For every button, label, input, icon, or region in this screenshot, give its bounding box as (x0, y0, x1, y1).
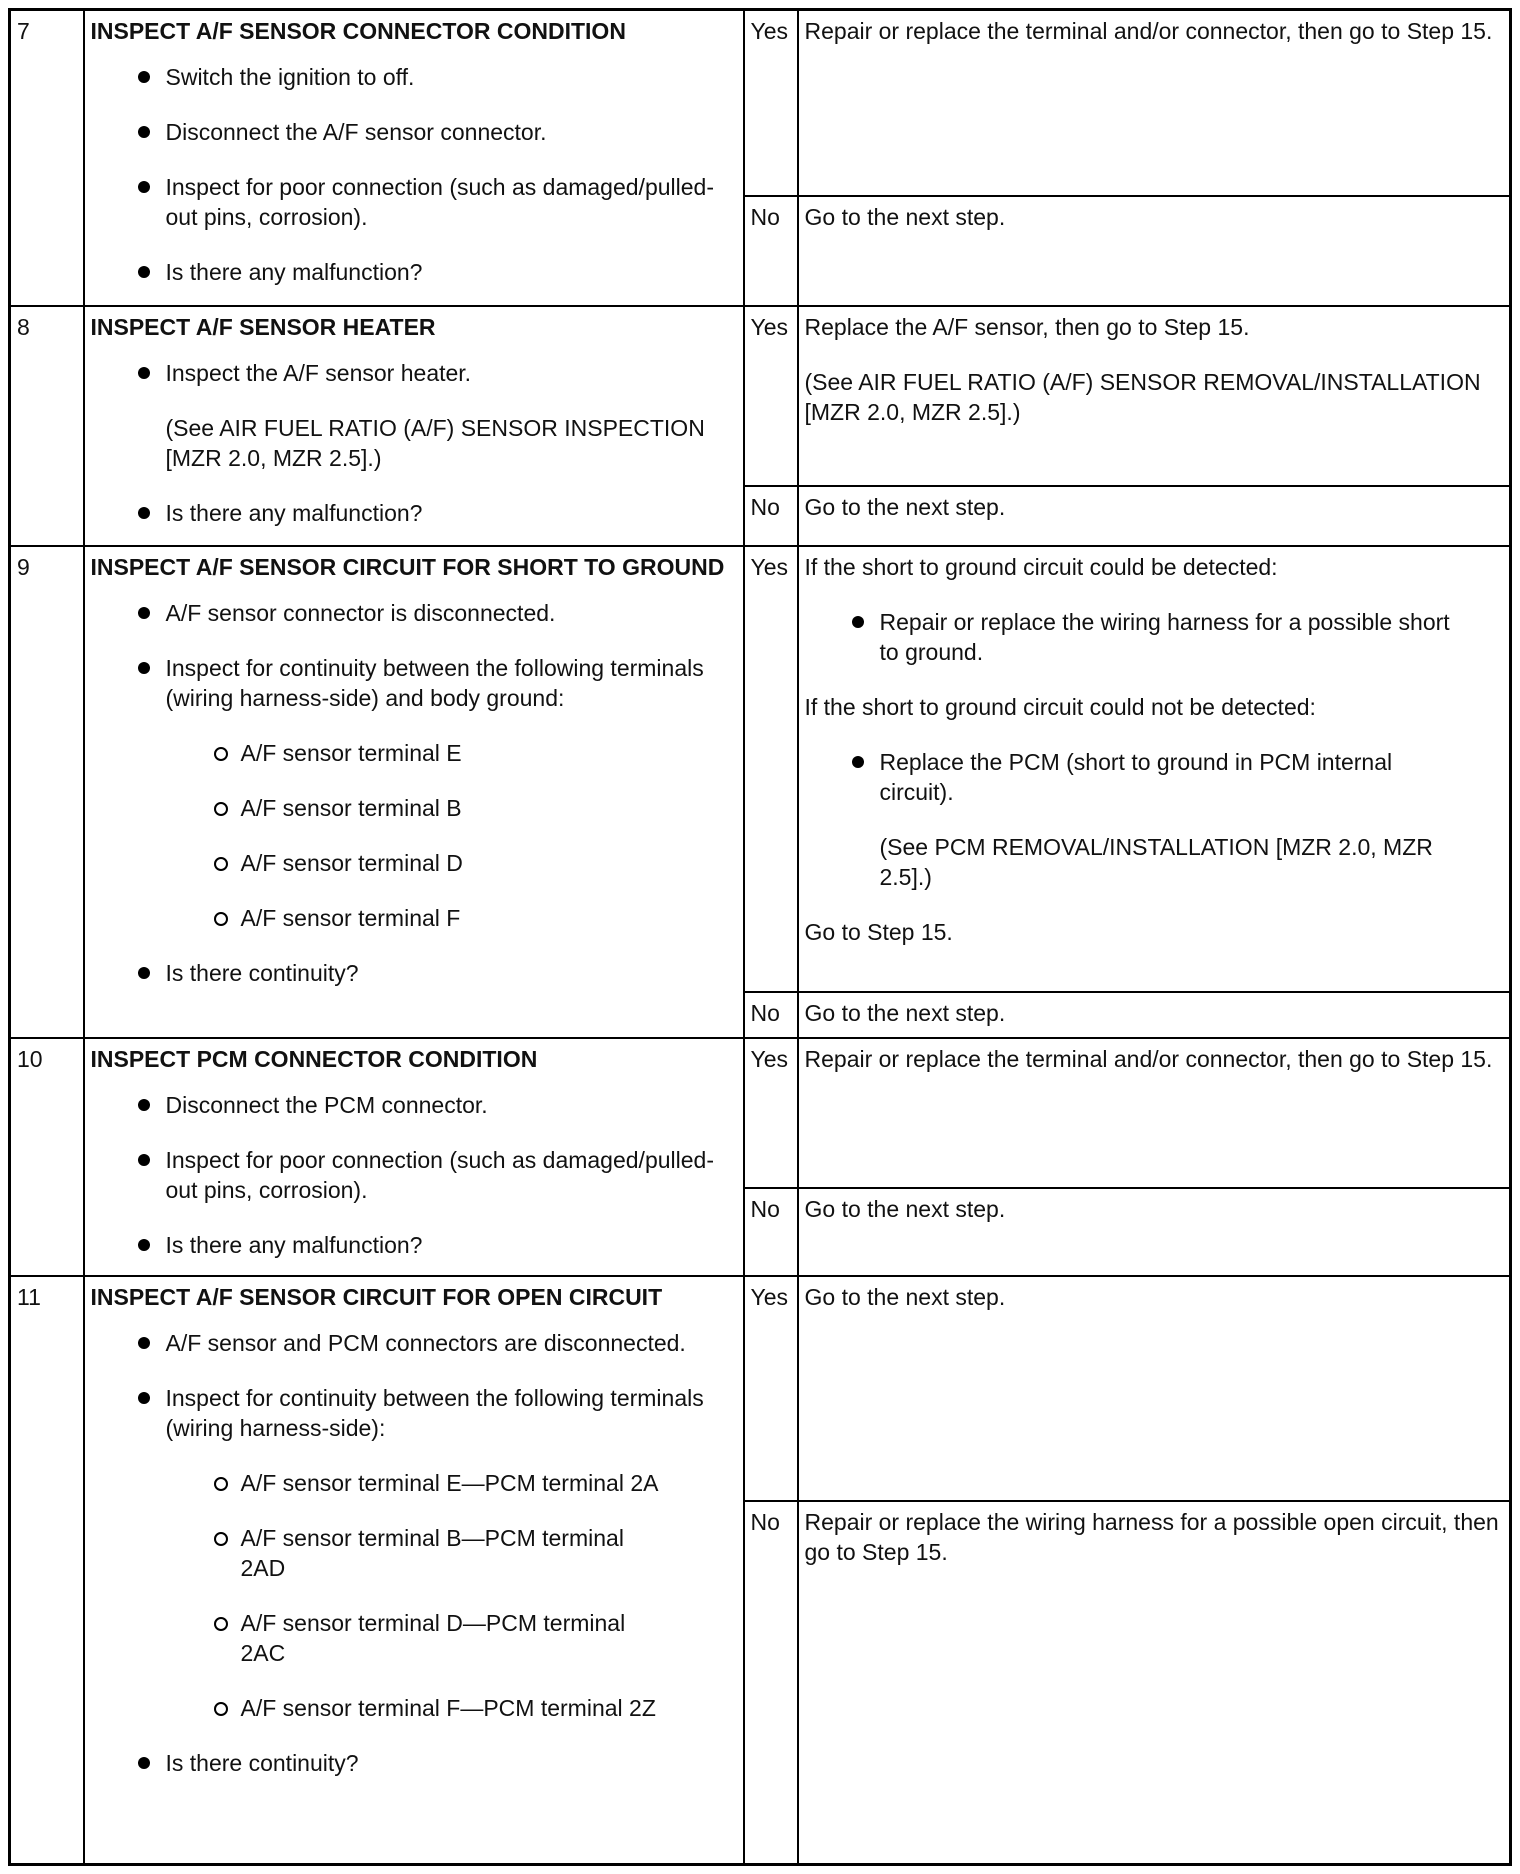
step-title: INSPECT A/F SENSOR CIRCUIT FOR SHORT TO GROUND (90, 553, 725, 580)
action-bullet (805, 747, 1504, 892)
step-bullets (91, 1090, 737, 1260)
yes-action-cell (798, 306, 1511, 486)
condition-text: If the short to ground circuit could be detected: (804, 553, 1278, 580)
yes-action: Go to the next step. (798, 1276, 1511, 1501)
no-action: Go to the next step. (798, 196, 1511, 306)
step-number: 8 (10, 306, 84, 546)
terminal-item: A/F sensor terminal B—PCM terminal 2AD (166, 1523, 737, 1583)
bullet-item: Inspect for poor connection (such as damaged/pulled-out pins, corrosion). (91, 172, 737, 232)
step-8-description (84, 306, 744, 546)
reference-note: (See AIR FUEL RATIO (A/F) SENSOR INSPECTION [MZR 2.0, MZR 2.5].) (165, 414, 705, 471)
yes-label: Yes (744, 306, 798, 486)
reference-note: (See PCM REMOVAL/INSTALLATION [MZR 2.0, MZR 2.5].) (879, 833, 1433, 890)
bullet-item: Is there continuity? (91, 958, 737, 988)
bullet-text: Inspect for continuity between the following terminals (wiring harness-side): (165, 1384, 704, 1441)
bullet-item: Is there any malfunction? (91, 498, 737, 528)
terminal-item: A/F sensor terminal F—PCM terminal 2Z (166, 1693, 737, 1723)
step-number: 11 (10, 1276, 84, 1865)
step-title: INSPECT A/F SENSOR CONNECTOR CONDITION (90, 18, 626, 44)
no-action: Go to the next step. (798, 1188, 1511, 1276)
bullet-item: Disconnect the A/F sensor connector. (91, 117, 737, 147)
yes-label: Yes (744, 546, 798, 992)
bullet-item: Inspect for poor connection (such as damaged/pulled-out pins, corrosion). (91, 1145, 737, 1205)
bullet-text: Replace the PCM (short to ground in PCM internal circuit). (879, 748, 1393, 805)
step-bullets (91, 358, 737, 528)
step-11-yes-row (10, 1276, 1511, 1501)
action-bullet: Repair or replace the wiring harness for a possible short to ground. (805, 607, 1504, 667)
bullet-item: Switch the ignition to off. (91, 62, 737, 92)
bullet-item: Disconnect the PCM connector. (91, 1090, 737, 1120)
terminal-item: A/F sensor terminal E—PCM terminal 2A (166, 1468, 737, 1498)
document-page (8, 8, 1512, 1866)
step-number: 10 (10, 1038, 84, 1276)
no-action: Go to the next step. (798, 992, 1511, 1038)
bullet-item: A/F sensor connector is disconnected. (91, 598, 737, 628)
yes-action-cell (798, 546, 1511, 992)
no-action: Repair or replace the wiring harness for a possible open circuit, then go to Step 15. (798, 1501, 1511, 1865)
reference-note: (See AIR FUEL RATIO (A/F) SENSOR REMOVAL/INSTALLATION [MZR 2.0, MZR 2.5].) (804, 368, 1481, 425)
terminal-item: A/F sensor terminal E (166, 738, 737, 768)
yes-action: Replace the A/F sensor, then go to Step 15. (804, 313, 1250, 340)
bullet-item: Is there any malfunction? (91, 257, 737, 287)
step-8-yes-row (10, 306, 1511, 486)
step-11-description (84, 1276, 744, 1865)
terminal-item: A/F sensor terminal D (166, 848, 737, 878)
step-bullets (91, 62, 737, 287)
step-title: INSPECT A/F SENSOR HEATER (90, 313, 436, 340)
condition-text: If the short to ground circuit could not be detected: (804, 693, 1316, 720)
step-7-description (84, 10, 744, 306)
step-bullets (91, 598, 737, 988)
step-10-yes-row (10, 1038, 1511, 1188)
bullet-item (91, 1383, 737, 1723)
no-label: No (744, 1188, 798, 1276)
bullet-item: Is there any malfunction? (91, 1230, 737, 1260)
bullet-item (91, 653, 737, 933)
step-title: INSPECT PCM CONNECTOR CONDITION (90, 1045, 538, 1072)
terminal-item: A/F sensor terminal D—PCM terminal 2AC (166, 1608, 737, 1668)
yes-action: Repair or replace the terminal and/or connector, then go to Step 15. (798, 10, 1511, 196)
step-number: 9 (10, 546, 84, 1038)
terminal-item: A/F sensor terminal B (166, 793, 737, 823)
terminal-list (166, 738, 737, 933)
step-9-yes-row (10, 546, 1511, 992)
bullet-item: Is there continuity? (91, 1748, 737, 1778)
bullet-text: Inspect the A/F sensor heater. (165, 359, 472, 386)
terminal-list (166, 1468, 737, 1723)
step-10-description (84, 1038, 744, 1276)
no-action: Go to the next step. (798, 486, 1511, 546)
action-bullets (805, 747, 1504, 892)
step-7-yes-row (10, 10, 1511, 196)
yes-action: Repair or replace the terminal and/or connector, then go to Step 15. (798, 1038, 1511, 1188)
yes-label: Yes (744, 1276, 798, 1501)
yes-label: Yes (744, 10, 798, 196)
step-title: INSPECT A/F SENSOR CIRCUIT FOR OPEN CIRCUIT (90, 1283, 663, 1310)
step-9-description (84, 546, 744, 1038)
no-label: No (744, 1501, 798, 1865)
step-bullets (91, 1328, 737, 1778)
no-label: No (744, 486, 798, 546)
no-label: No (744, 196, 798, 306)
terminal-item: A/F sensor terminal F (166, 903, 737, 933)
go-to-step-text: Go to Step 15. (804, 918, 953, 945)
no-label: No (744, 992, 798, 1038)
bullet-item: A/F sensor and PCM connectors are disconnected. (91, 1328, 737, 1358)
bullet-item (91, 358, 737, 473)
yes-label: Yes (744, 1038, 798, 1188)
diagnostic-steps-table (8, 8, 1512, 1866)
bullet-text: Inspect for continuity between the following terminals (wiring harness-side) and body ground: (165, 654, 704, 711)
step-number: 7 (10, 10, 84, 306)
action-bullets (805, 607, 1504, 667)
